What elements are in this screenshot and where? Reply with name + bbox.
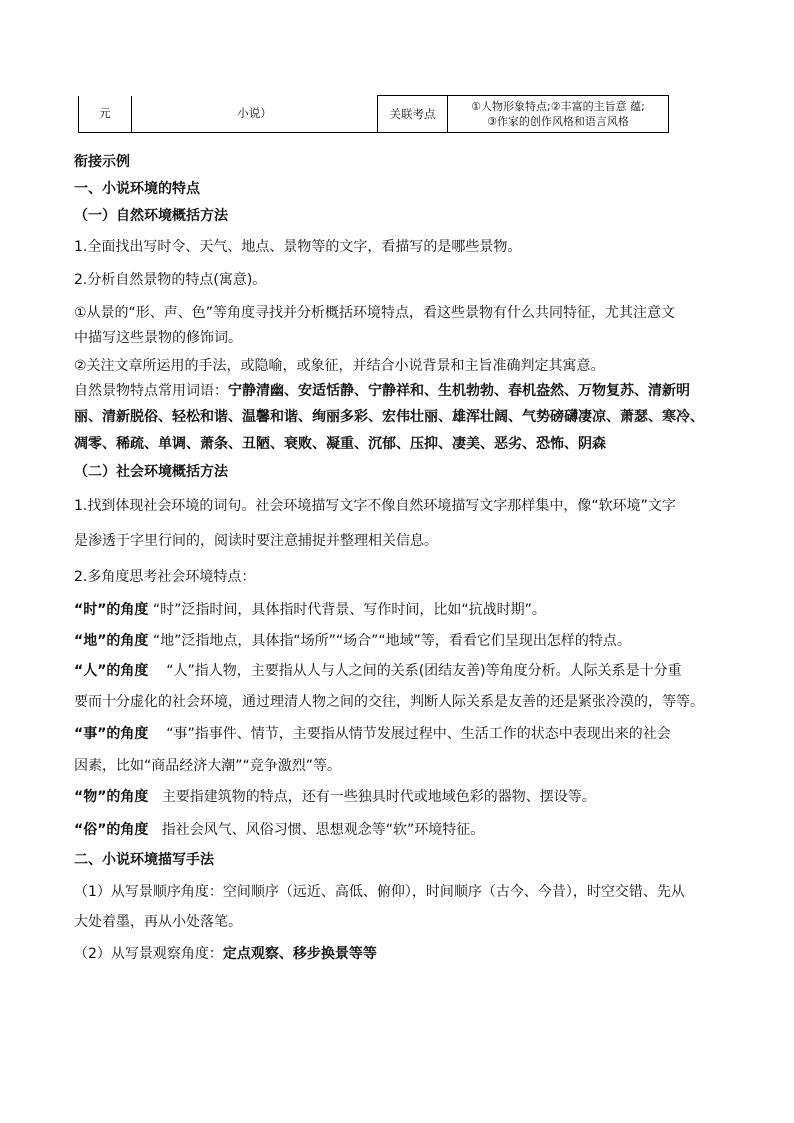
angle-time — [74, 600, 734, 620]
angle-time-label: “时”的角度 — [74, 602, 149, 618]
angle-custom — [74, 820, 734, 840]
paragraph-6: 2.多角度思考社会环境特点： — [74, 569, 256, 585]
paragraph-5b: 是渗透于字里行间的，阅读时要注意捕捉并整理相关信息。 — [74, 533, 438, 549]
section-title-2: 二、小说环境描写手法 — [74, 852, 214, 868]
angle-place — [74, 631, 734, 651]
words-label: 自然景物特点常用词语： — [74, 383, 228, 399]
points-line-1: ①人物形象特点;②丰富的主旨意 蕴; — [471, 100, 645, 113]
angle-event-cont: 因素，比如“商品经济大潮”“竞争激烈”等。 — [74, 758, 342, 774]
angle-people — [74, 661, 734, 681]
words-line-2: 丽、清新脱俗、轻松和谐、温馨和谐、绚丽多彩、宏伟壮丽、雄浑壮阔、气势磅礴凄凉、萧瑟、寒冷、 — [74, 409, 704, 425]
points-line-2: ③作家的创作风格和语言风格 — [487, 115, 629, 128]
words-list-1: 宁静清幽、安适恬静、宁静祥和、生机勃勃、春机盎然、万物复苏、清新明 — [228, 383, 690, 399]
table-cell-type: 小说） — [132, 96, 378, 133]
angle-object-label: “物”的角度 — [74, 789, 149, 805]
angle-event-label: “事”的角度 — [74, 726, 149, 742]
paragraph-3b: 中描写这些景物的修饰词。 — [74, 330, 242, 346]
paragraph-3a: ①从景的“形、声、色”等角度寻找并分析概括环境特点，看这些景物有什么共同特征，尤其注意文 — [74, 305, 676, 321]
info-table — [78, 95, 669, 133]
paragraph-5a: 1.找到体现社会环境的词句。社会环境描写文字不像自然环境描写文字那样集中，像“软环境”文字 — [74, 498, 676, 514]
angle-people-label: “人”的角度 — [74, 663, 149, 679]
angle-event — [74, 724, 734, 744]
angle-custom-text: 指社会风气、风俗习惯、思想观念等“软”环境特征。 — [161, 822, 485, 838]
table-cell-label: 关联考点 — [378, 96, 448, 133]
angle-people-text: “人”指人物，主要指从人与人之间的关系(团结友善)等角度分析。人际关系是十分重 — [166, 663, 682, 679]
table-cell-points — [448, 96, 669, 133]
method-1a: （1）从写景顺序角度：空间顺序（远近、高低、俯仰），时间顺序（古今、今昔），时空交错、先从 — [74, 884, 685, 900]
method-2-text: 定点观察、移步换景等等 — [222, 946, 377, 962]
subsection-title-1: （一）自然环境概括方法 — [74, 208, 228, 224]
words-line-1 — [74, 381, 734, 401]
method-2 — [74, 944, 734, 964]
paragraph-2: 2.分析自然景物的特点(寓意)。 — [74, 272, 267, 288]
angle-custom-label: “俗”的角度 — [74, 822, 149, 838]
paragraph-4: ②关注文章所运用的手法，或隐喻，或象征，并结合小说背景和主旨准确判定其寓意。 — [74, 358, 605, 374]
angle-people-cont: 要而十分虚化的社会环境，通过理清人物之间的交往，判断人际关系是友善的还是紧张冷漠的，等等。 — [74, 694, 704, 710]
angle-object-text: 主要指建筑物的特点，还有一些独具时代或地域色彩的器物、摆设等。 — [161, 789, 596, 805]
angle-time-text: “时”泛指时间，具体指时代背景、写作时间，比如“抗战时期”。 — [152, 602, 546, 618]
section-title-1: 一、小说环境的特点 — [74, 181, 200, 197]
paragraph-1: 1.全面找出写时令、天气、地点、景物等的文字，看描写的是哪些景物。 — [74, 239, 522, 255]
angle-event-text: “事”指事件、情节，主要指从情节发展过程中、生活工作的状态中表现出来的社会 — [166, 726, 671, 742]
method-2-label: （2）从写景观察角度： — [74, 946, 223, 962]
table-cell-unit: 元 — [79, 96, 132, 133]
angle-place-text: “地”泛指地点，具体指“场所”“场合”“地域”等，看看它们呈现出怎样的特点。 — [152, 633, 631, 649]
words-line-3: 凋零、稀疏、单调、萧条、丑陋、衰败、凝重、沉郁、压抑、凄美、恶劣、恐怖、阴森 — [74, 436, 606, 452]
table-row — [79, 96, 669, 133]
angle-object — [74, 787, 734, 807]
angle-place-label: “地”的角度 — [74, 633, 149, 649]
subsection-title-2: （二）社会环境概括方法 — [74, 464, 228, 480]
method-1b: 大处着墨，再从小处落笔。 — [74, 914, 242, 930]
section-heading: 衔接示例 — [74, 154, 130, 170]
